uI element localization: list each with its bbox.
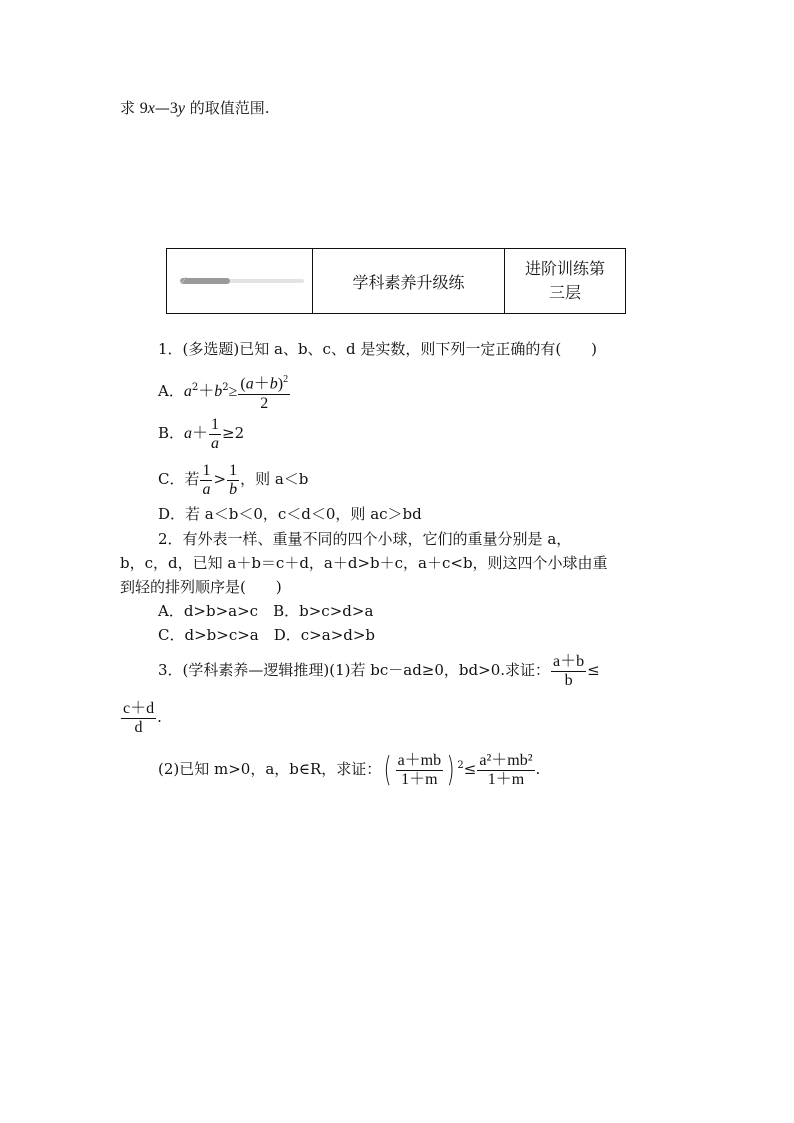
q1-option-c: C．若 $\frac{1}{a}$ > $\frac{1}{b}$ ，则 a＜b (158, 461, 309, 498)
q2-line3: 到轻的排列顺序是( ) (120, 578, 282, 596)
q3-frac1: $\frac{a+b}{b}$ (553, 652, 585, 689)
q3-period2: . (535, 760, 541, 778)
q3-period: . (157, 708, 162, 726)
banner-title: 学科素养升级练 (312, 249, 504, 313)
q3-part1-text: 3．(学科素养—逻辑推理)(1)若 bc－ad≥0，bd>0.求证： (158, 661, 551, 679)
intro-line (120, 98, 270, 119)
banner-decor-cell (167, 249, 312, 313)
intro-y: y (177, 100, 185, 117)
q2-option-d: D．c>a>d>b (273, 626, 376, 644)
q3-frac3: $\frac{a+mb}{1+m}$ (397, 751, 442, 788)
intro-3: 3 (169, 100, 178, 117)
q3-le-symbol: ≤ (587, 661, 600, 679)
q1-b-fraction: $\frac{1}{a}$ (211, 415, 220, 452)
q1-a-label: A． (158, 382, 184, 400)
q3-le2-symbol: ≤ (463, 760, 477, 778)
intro-pre: 求 (120, 99, 140, 117)
q2-option-b: B．b>c>d>a (273, 602, 374, 620)
q3-part1 (158, 650, 600, 690)
q1-b-label: B． (158, 424, 185, 442)
q1-option-d: D．若 a＜b＜0，c＜d＜0，则 ac＞bd (158, 505, 422, 523)
q2-line1: 2．有外表一样、重量不同的四个小球，它们的重量分别是 a， (158, 530, 572, 548)
q1-option-a: A．$a^2+b^2\ge$ $\frac{(a+b)^2}{2}$ (158, 368, 291, 413)
q2-line2: b，c，d，已知 a＋b＝c＋d，a＋d>b＋c，a＋c<b，则这四个小球由重 (120, 554, 608, 572)
q3-frac4: $\frac{\text{a²＋mb²}}{1+m}$ (479, 751, 533, 788)
progress-bar-icon (174, 274, 306, 288)
q2-options-cd (158, 625, 375, 645)
q1-stem: 1．(多选题)已知 a、b、c、d 是实数，则下列一定正确的有( ) (158, 340, 598, 358)
q1-c-frac-b: $\frac{1}{b}$ (229, 461, 238, 498)
q3-frac2: $\frac{c+d}{d}$ (123, 699, 155, 736)
intro-9: 9 (139, 100, 148, 117)
q3-part2-text: (2)已知 m>0，a，b∈R，求证： (158, 760, 382, 778)
q1-b-rhs: ≥2 (222, 424, 245, 442)
section-banner (166, 248, 626, 314)
banner-tag (504, 249, 625, 313)
q3-square: 2 (457, 760, 464, 771)
q2-options-ab (158, 601, 373, 621)
q1-option-b: B．a＋ $\frac{1}{a}$ ≥2 (158, 415, 245, 452)
q3-part1-cont (120, 697, 162, 737)
q3-part2: (2)已知 m>0，a，b∈R，求证：( $\frac{a+mb}{1+m}$ ) $^2$≤ $\frac{\text{a²＋mb²}}{1+m}$ . (158, 750, 541, 790)
q1-c-label: C．若 (158, 470, 200, 488)
q1-c-conclusion: ，则 a＜b (240, 470, 309, 488)
q1-a-fraction: $\frac{(a+b)^2}{2}$ (240, 374, 289, 412)
banner-tag-line1: 进阶训练第 (524, 259, 605, 278)
intro-minus: — (154, 99, 170, 117)
intro-x: x (147, 100, 155, 117)
banner-tag-line2: 三层 (548, 283, 581, 302)
q1-c-frac-a: $\frac{1}{a}$ (202, 461, 211, 498)
q2-option-a: A．d>b>a>c (158, 602, 259, 620)
intro-post: 的取值范围. (185, 99, 270, 117)
q2-option-c: C．d>b>c>a (158, 626, 259, 644)
